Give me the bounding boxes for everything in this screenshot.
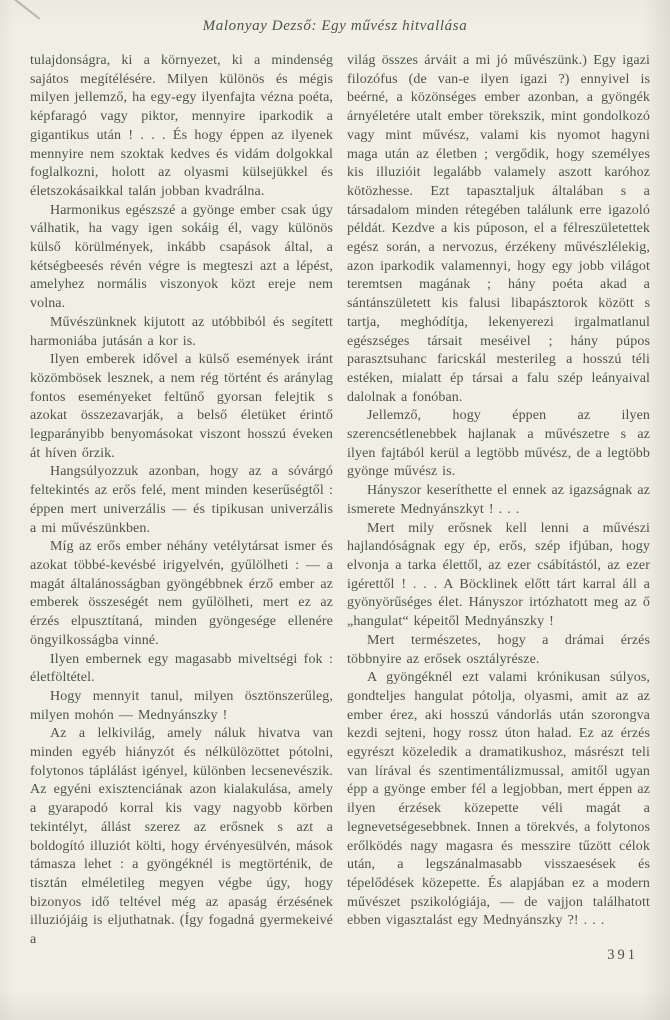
paragraph: A gyöngéknél ezt valami krónikusan súlyos, gondteljes hangulat pótolja, olyasmi, amit az az ember érez, aki hosszú vándorlás után szorongva kezdi sejteni, hogy rossz úton halad. Ez az érzés egyrészt közeledik a dramatikushoz, másrészt teli van lírával és szentimentálizmussal, amitől ugyan épp a gyönge ember fél a legjobban, mert éppen az ilyen érzések közepette véli magát a legnevetségesebbnek. Innen a törekvés, a folytonos erőlködés nagy magasra és messzire tűzött célok után, a legszánalmasabb visszaesések és tépelődések közepette. És alapjában ez a modern művészet pszikológiája, — de vajjon találhatott ebben vigasztalást egy Mednyánszky ?! . . . xyxy=(347,670,650,929)
paragraph: Művészünknek kijutott az utóbbiból és segített harmoniába jutásán a kor is. xyxy=(30,314,333,349)
text-column-right xyxy=(347,52,650,950)
paragraph: Hogy mennyit tanul, milyen ösztönszerűleg, milyen mohón — Mednyánszky ! xyxy=(30,688,333,723)
paragraph: Hangsúlyozzuk azonban, hogy az a sóvárgó feltekintés az erős felé, ment minden keserűségtől : éppen mert univerzális — és tipikusan univerzális a mi művészünkben. xyxy=(30,464,333,536)
two-column-text-block xyxy=(30,52,650,950)
paragraph: Mert természetes, hogy a drámai érzés többnyire az erősek osztályrésze. xyxy=(347,632,650,667)
paragraph: Harmonikus egészszé a gyönge ember csak úgy válhatik, ha vagy igen sokáig él, vagy különös külső körülmények, inkább csapások által, a kétségbeesés révén végre is megteszi azt a lépést, amelyhez normális viszonyok közt ereje nem volna. xyxy=(30,202,333,312)
paragraph: Míg az erős ember néhány vetélytársat ismer és azokat többé-kevésbé irigyelvén, gyűlölheti : — a magát általánosságban gyöngébbnek érző ember az emberek összeségét nem gyűlölheti, mert ez az érzés elpusztítaná, minden gyöngesége ellenére öngyilkosságba vinné. xyxy=(30,539,333,648)
paragraph: Az a lelkivilág, amely náluk hivatva van minden egyéb hiányzót és nélkülözöttet pótolni, folytonos táplálást igényel, különben lecsenevészik. Az egyéni exisztenciának azon kialakulása, amely a gyarapodó korral kis vagy nagyobb körben tekintélyt, állást szerez az erősnek s azt a boldogító illuziót költi, hogy érvényesülvén, mások támasza lehet : a gyöngéknél is megtörténik, de tisztán elméletileg megyen végbe úgy, hogy bizonyos idő teltével még az apaság érzésének illuziójáig is eljuthatnak. (Így fogadná gyermekeivé a xyxy=(30,726,333,948)
text-column-left xyxy=(30,52,333,950)
paragraph: tulajdonságra, ki a környezet, ki a mindenség sajátos megítélésére. Milyen különös és mégis milyen jellemző, ha egy-egy ilyenfajta vézna poéta, képfaragó vagy piktor, mennyire iparkodik a gigantikus után ! . . . És hogy éppen az ilyenek mennyire nem szoktak kedves és vidám dolgokkal foglalkozni, holott az olyasmi külsejükkel és életszokásaikkal talán jobban kvadrálna. xyxy=(30,53,333,199)
paragraph: Mert mily erősnek kell lenni a művészi hajlandóságnak egy ép, erős, szép ifjúban, hogy elvonja a tarka élettől, az ezer csábítástól, az ezer igérettől ! . . . A Böcklinek előtt tárt karral áll a gyönyörűséges élet. Hányszor irtózhatott meg az ő „hangulat“ képeitől Mednyánszky ! xyxy=(347,520,650,630)
page-number: 391 xyxy=(607,947,638,963)
scan-artifact-mark xyxy=(11,0,41,20)
paragraph: Ilyen embernek egy magasabb miveltségi fok : életföltétel. xyxy=(30,651,333,686)
paragraph: Ilyen emberek idővel a külső események iránt közömbösek lesznek, a nem rég történt és aránylag fontos eseményeket feltűnő gyorsan felejtik s azokat összezavarják, a belső életüket érintő legparányibb benyomásokat viszont hosszú éveken át híven őrzik. xyxy=(30,352,333,461)
paragraph: Hányszor keseríthette el ennek az igazságnak az ismerete Mednyánszkyt ! . . . xyxy=(347,483,650,517)
paragraph: világ összes árváit a mi jó művészünk.) Egy igazi filozófus (de van-e ilyen igazi ?) ennyivel is beérné, a közönséges ember azonban, a gyöngék árnyéletére utalt ember törekszik, mint gondolkozó vagy mint művész, valami kis nyomot hagyni maga után az életben ; vergődik, hogy személyes kis illuzióit legalább valamely aszott karóhoz kötözhesse. Ezt tapasztaljuk általában s a társadalom minden rétegében találunk erre igazoló példát. Kezdve a kis púposon, el a félreszületettek egész során, a nervozus, érzékeny művészlélekig, azon iparkodik valamennyi, hogy egy jobb világot teremtsen magának ; hány poéta akad a sántánszületett kis falusi libapásztorok között s tartja, meghódítja, lekenyerezi irgalmatlanul egészséges társait meséivel ; hány púpos parasztsuhanc faricskál mesterileg a hosszú téli estéken, mialatt ép társai a falu szép leányaival dalolnak a fonóban. xyxy=(347,53,650,405)
running-header: Malonyay Dezső: Egy művész hitvallása xyxy=(202,18,468,34)
paragraph: Jellemző, hogy éppen az ilyen szerencsétlenebbek hajlanak a művészetre s az ilyen fajtából kerül a legtöbb művész, de a legtöbb gyönge művész is. xyxy=(347,408,650,480)
